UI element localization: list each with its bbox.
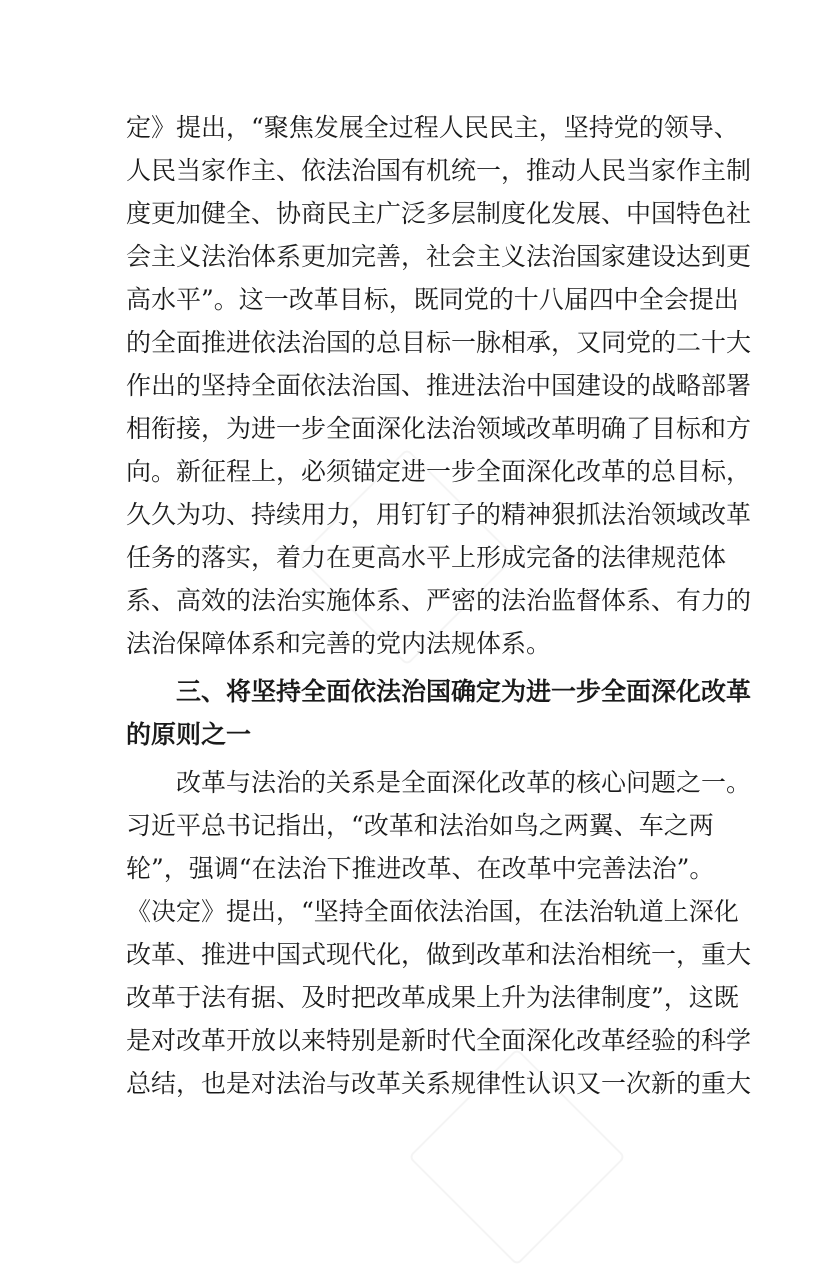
paragraph-line: 久久为功、持续用力，用钉钉子的精神狠抓法治领域改革 <box>126 500 752 529</box>
paragraph-line: 改革与法治的关系是全面深化改革的核心问题之一。 <box>176 768 752 797</box>
paragraph-line: 是对改革开放以来特别是新时代全面深化改革经验的科学 <box>126 1026 752 1055</box>
paragraph-line: 度更加健全、协商民主广泛多层制度化发展、中国特色社 <box>126 199 752 228</box>
paragraph-line: 改革于法有据、及时把改革成果上升为法律制度”，这既 <box>126 983 739 1012</box>
paragraph-line: 人民当家作主、依法治国有机统一，推动人民当家作主制 <box>126 156 752 185</box>
paragraph-line: 相衔接，为进一步全面深化法治领域改革明确了目标和方 <box>126 414 752 443</box>
section-heading: 的原则之一 <box>126 720 252 749</box>
paragraph-line: 任务的落实，着力在更高水平上形成完备的法律规范体 <box>126 543 727 572</box>
paragraph-line: 轮”，强调“在法治下推进改革、在改革中完善法治”。 <box>126 854 715 883</box>
paragraph-line: 向。新征程上，必须锚定进一步全面深化改革的总目标， <box>126 457 752 486</box>
paragraph-line: 总结，也是对法治与改革关系规律性认识又一次新的重大 <box>126 1069 752 1098</box>
paragraph-line: 习近平总书记指出，“改革和法治如鸟之两翼、车之两 <box>126 811 714 840</box>
paragraph-line: 法治保障体系和完善的党内法规体系。 <box>126 629 552 658</box>
paragraph-line: 改革、推进中国式现代化，做到改革和法治相统一，重大 <box>126 940 752 969</box>
paragraph-line: 系、高效的法治实施体系、严密的法治监督体系、有力的 <box>126 586 752 615</box>
paragraph-line: 《决定》提出，“坚持全面依法治国，在法治轨道上深化 <box>126 897 739 926</box>
paragraph-line: 定》提出，“聚焦发展全过程人民民主，坚持党的领导、 <box>126 113 739 142</box>
section-heading: 三、将坚持全面依法治国确定为进一步全面深化改革 <box>176 677 752 706</box>
paragraph-line: 作出的坚持全面依法治国、推进法治中国建设的战略部署 <box>126 371 752 400</box>
paragraph-line: 高水平”。这一改革目标，既同党的十八届四中全会提出 <box>126 285 739 314</box>
paragraph-line: 会主义法治体系更加完善，社会主义法治国家建设达到更 <box>126 242 752 271</box>
paragraph-line: 的全面推进依法治国的总目标一脉相承，又同党的二十大 <box>126 328 752 357</box>
